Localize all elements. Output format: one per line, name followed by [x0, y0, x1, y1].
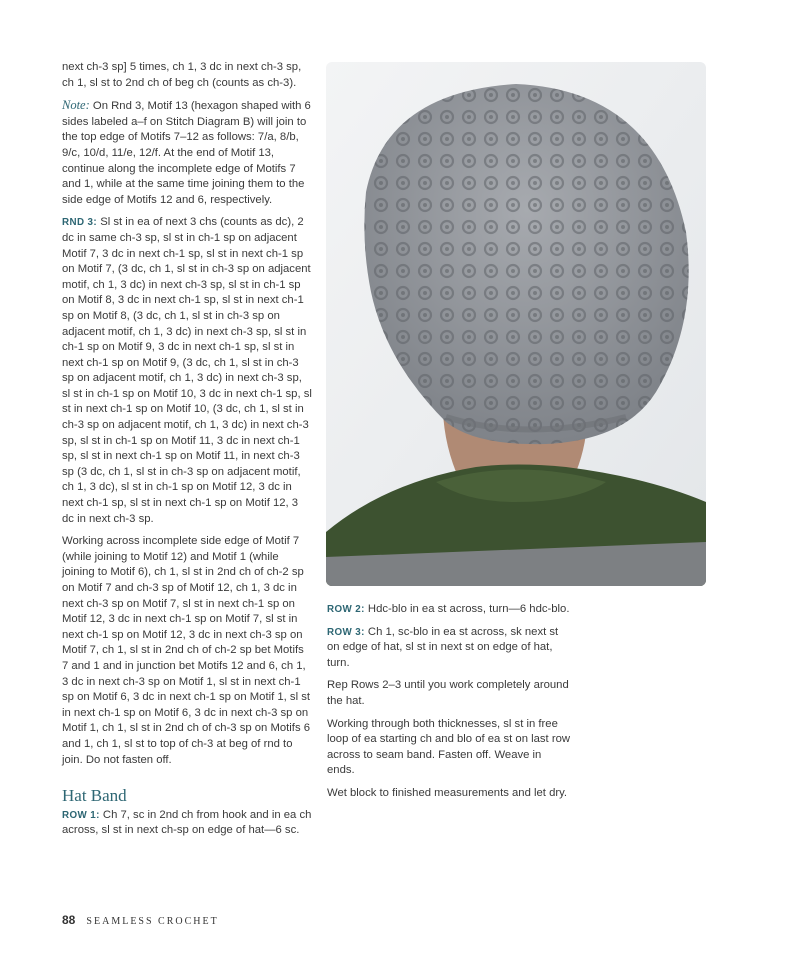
right-column — [327, 602, 571, 809]
hat-photo — [326, 62, 706, 586]
note-text: On Rnd 3, Motif 13 (hexagon shaped with 6 sides labeled a–f on Stitch Diagram B) will join to the top edge of Motifs 7–12 as follows: 7/a, 8/b, 9/c, 10/d, 11/e, 12/f. At the end of Motif 13, continue along the incomplete edge of Motifs 7 and 1, while at the same time joining them to the side edge of Motifs 12 and 6, respectively. — [62, 100, 311, 206]
rep-paragraph: Rep Rows 2–3 until you work completely around the hat. — [327, 679, 569, 707]
page-footer — [62, 913, 219, 927]
row1-text: Ch 7, sc in 2nd ch from hook and in ea ch across, sl st in next ch-sp on edge of hat—6 sc. — [62, 808, 312, 837]
intro-paragraph: next ch-3 sp] 5 times, ch 1, 3 dc in next ch-3 sp, ch 1, sl st to 2nd ch of beg ch (counts as ch-3). — [62, 61, 302, 89]
rnd3-label: RND 3: — [62, 217, 98, 229]
row2-text: Hdc-blo in ea st across, turn—6 hdc-blo. — [364, 603, 570, 615]
row3-paragraph — [327, 625, 571, 672]
through-paragraph: Working through both thicknesses, sl st in free loop of ea starting ch and blo of ea st on last row across to seam band. Fasten off. Weave in ends. — [327, 717, 571, 777]
row1-paragraph — [62, 808, 312, 839]
note-label: Note: — [62, 98, 90, 113]
hat-photo-image — [326, 62, 706, 586]
note-paragraph — [62, 98, 312, 208]
row3-text: Ch 1, sc-blo in ea st across, sk next st on edge of hat, sl st in next st on edge of hat, turn. — [327, 625, 559, 669]
running-title: SEAMLESS CROCHET — [86, 916, 219, 927]
row2-paragraph — [327, 602, 571, 618]
rnd3-paragraph — [62, 215, 312, 527]
row3-label: ROW 3: — [327, 626, 365, 638]
rnd3-text: Sl st in ea of next 3 chs (counts as dc), 2 dc in same ch-3 sp, sl st in ch-1 sp on adjacent Motif 7, 3 dc in next ch-1 sp, sl st in next ch-1 sp on Motif 7, (3 dc, ch 1, sl st in ch-3 sp on adjacent motif, ch 1, 3 dc) in next ch-3 sp, sl st in ch-1 sp on Motif 8, 3 dc in next ch-1 sp, sl st in next ch-1 sp on Motif 8, (3 dc, ch 1, sl st in ch-3 sp on adjacent motif, ch 1, 3 dc) in next ch-3 sp, sl st in ch-1 sp on Motif 9, 3 dc in next ch-1 sp, sl st in next ch-1 sp on Motif 9, (3 dc, ch 1, sl st in ch-3 sp on adjacent motif, ch 1, 3 dc) in next ch-3 sp, sl st in ch-1 sp on Motif 10, 3 dc in next ch-1 sp, sl st in next ch-1 sp on Motif 10, (3 dc, ch 1, sl st in ch-3 sp on adjacent motif, ch 1, 3 dc) in next ch-3 sp, sl st in ch-1 sp on Motif 11, 3 dc in next ch-1 sp, sl st in next ch-1 sp on Motif 11, in next ch-3 sp (3 dc, ch 1, sl st in ch-3 sp on adjacent motif, ch 1, 3 dc), sl st in ch-1 sp on Motif 12, 3 dc in next ch-1 sp, sl st in next ch-1 sp on Motif 12, 3 dc in next ch-3 sp. — [62, 216, 312, 525]
left-column — [62, 60, 312, 846]
section-title-hat-band: Hat Band — [62, 786, 127, 806]
row2-label: ROW 2: — [327, 604, 365, 615]
row1-label: ROW 1: — [62, 809, 100, 821]
working-paragraph: Working across incomplete side edge of Motif 7 (while joining to Motif 12) and Motif 1 (while joining to Motif 6), ch 1, sl st in 2nd ch of ch-2 sp on Motif 7 and ch-3 sp of Motif 12, ch 1, 3 dc in next ch-3 sp on Motif 7, sl st in next ch-1 sp on Motif 12, 3 dc in next ch-1 sp on Motif 7, sl st in next ch-1 sp on Motif 12, 3 dc in next ch-3 sp on Motif 7, ch 1, sl st in 2nd ch of ch-2 sp bet Motifs 7 and 1 and in junction bet Motifs 12 and 6, ch 1, 3 dc in next ch-3 sp on Motif 1, sl st in next ch-1 sp on Motif 6, 3 dc in next ch-1 sp on Motif 1, sl st in next ch-1 sp on Motif 6, 3 dc in next ch-3 sp on Motif 1, ch 1, sl st in 2nd ch of ch-3 sp on Motifs 6 and 1, ch 1, sl st to top of ch-3 at beg of rnd to join. Do not fasten off. — [62, 535, 311, 766]
page-number: 88 — [62, 913, 76, 927]
wet-block-paragraph: Wet block to finished measurements and let dry. — [327, 786, 568, 799]
